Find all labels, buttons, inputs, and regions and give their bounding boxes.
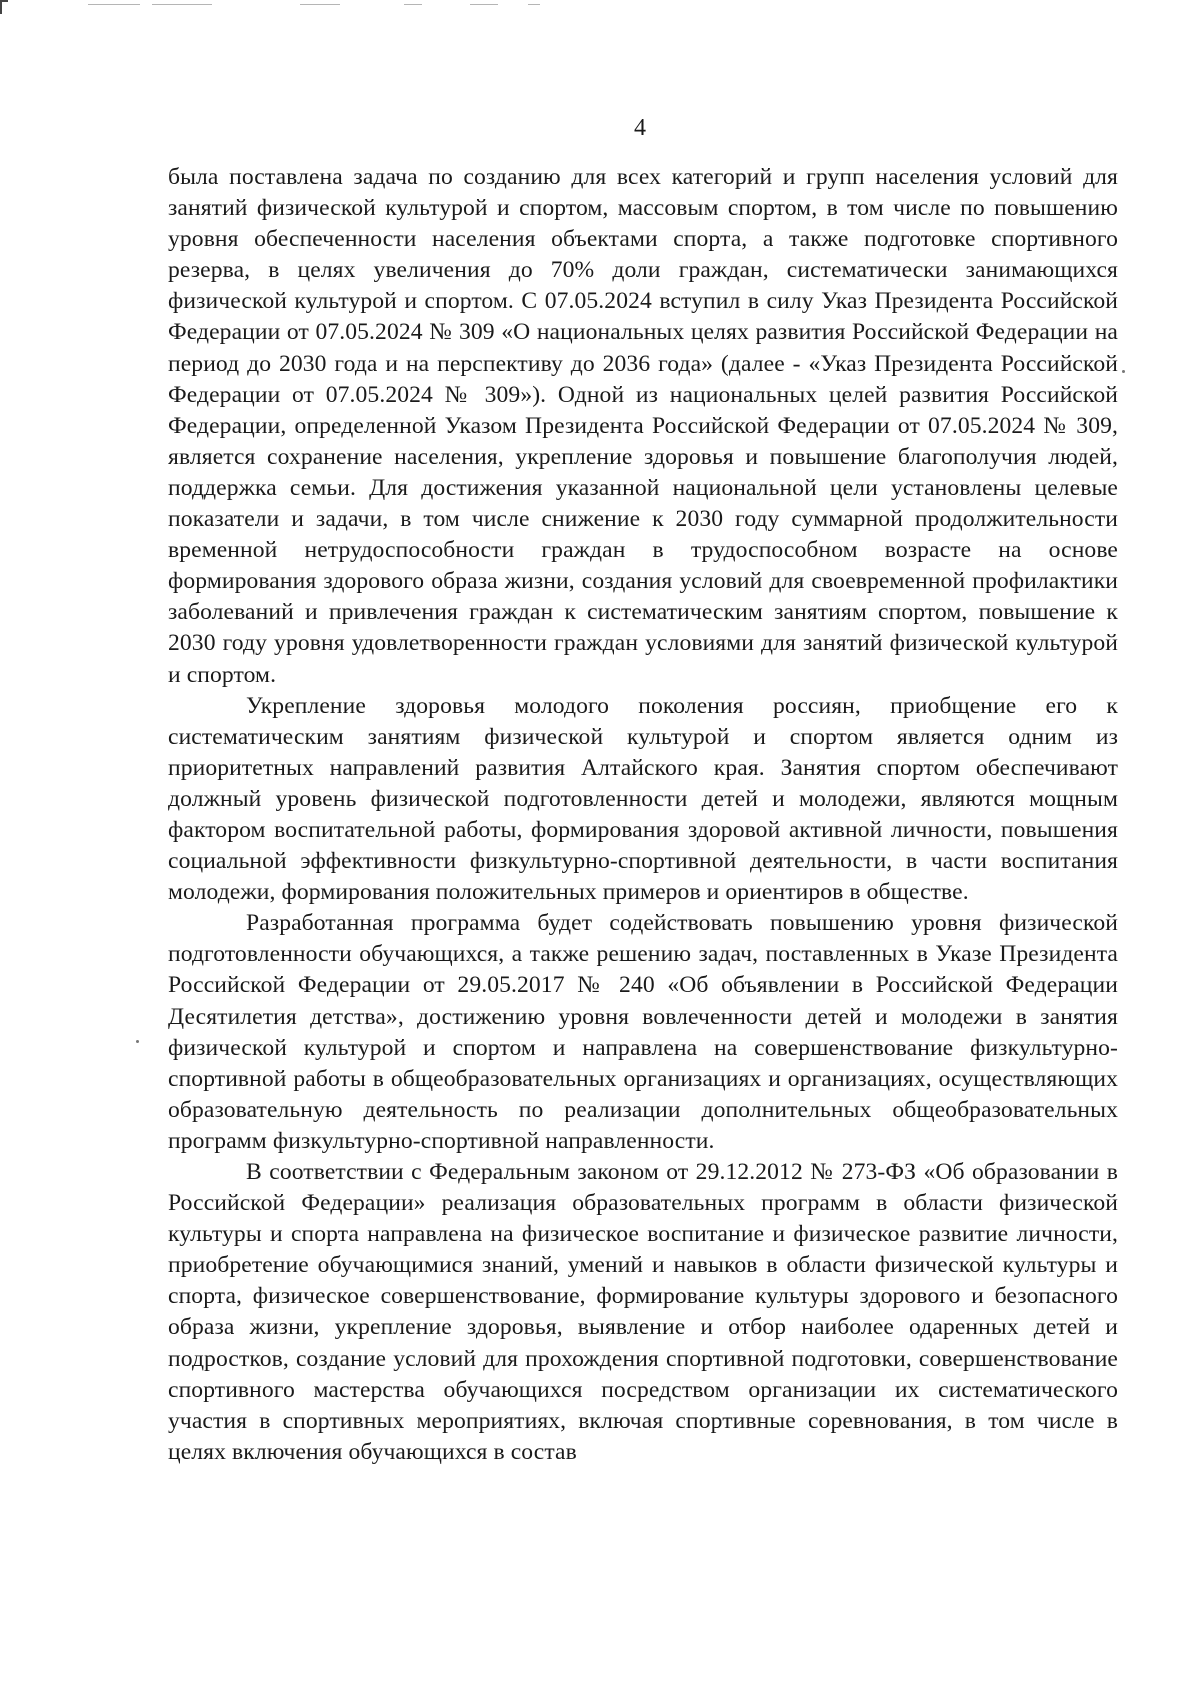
scan-edge-mark — [470, 4, 498, 5]
scan-speck — [136, 1040, 139, 1043]
scan-edge-mark — [152, 4, 212, 5]
paragraph: была поставлена задача по созданию для всех категорий и групп населения условий для занятий физической культурой и спортом, массовым спортом, в том числе по повышению уровня обеспеченности населения объектами спорта, а также подготовке спортивного резерва, в целях увеличения до 70% доли граждан, систематически занимающихся физической культурой и спортом. С 07.05.2024 вступил в силу Указ Президента Российской Федерации от 07.05.2024 № 309 «О национальных целях развития Российской Федерации на период до 2030 года и на перспективу до 2036 года» (далее - «Указ Президента Российской Федерации от 07.05.2024 № 309»). Одной из национальных целей развития Российской Федерации, определенной Указом Президента Российской Федерации от 07.05.2024 № 309, является сохранение населения, укрепление здоровья и повышение благополучия людей, поддержка семьи. Для достижения указанной национальной цели установлены целевые показатели и задачи, в том числе снижение к 2030 году суммарной продолжительности временной нетрудоспособности граждан в трудоспособном возрасте на основе формирования здорового образа жизни, создания условий для своевременной профилактики заболеваний и привлечения граждан к систематическим занятиям спортом, повышение к 2030 году уровня удовлетворенности граждан условиями для занятий физической культурой и спортом. — [168, 164, 1118, 688]
scan-speck — [1122, 370, 1125, 373]
scan-edge-mark — [300, 4, 340, 5]
paragraph: Укрепление здоровья молодого поколения россиян, приобщение его к систематическим занятиям физической культурой и спортом является одним из приоритетных направлений развития Алтайского края. Занятия спортом обеспечивают должный уровень физической подготовленности детей и молодежи, являются мощным фактором воспитательной работы, формирования здоровой активной личности, повышения социальной эффективности физкультурно-спортивной деятельности, в части воспитания молодежи, формирования положительных примеров и ориентиров в обществе. — [168, 692, 1118, 906]
page-number: 4 — [634, 115, 646, 141]
scan-edge-mark — [528, 4, 540, 5]
scan-corner-mark — [0, 0, 8, 14]
paragraph: Разработанная программа будет содействовать повышению уровня физической подготовленности обучающихся, а также решению задач, поставленных в Указе Президента Российской Федерации от 29.05.2017 № 240 «Об объявлении в Российской Федерации Десятилетия детства», достижению уровня вовлеченности детей и молодежи в занятия физической культурой и спортом и направлена на совершенствование физкультурно-спортивной работы в общеобразовательных организациях и организациях, осуществляющих образовательную деятельность по реализации дополнительных общеобразовательных программ физкультурно-спортивной направленности. — [168, 910, 1118, 1154]
scan-edge-mark — [404, 4, 422, 5]
paragraph: В соответствии с Федеральным законом от 29.12.2012 № 273-ФЗ «Об образовании в Российской Федерации» реализация образовательных программ в области физической культуры и спорта направлена на физическое воспитание и физическое развитие личности, приобретение обучающимися знаний, умений и навыков в области физической культуры и спорта, физическое совершенствование, формирование культуры здорового и безопасного образа жизни, укрепление здоровья, выявление и отбор наиболее одаренных детей и подростков, создание условий для прохождения спортивной подготовки, совершенствование спортивного мастерства обучающихся посредством организации их систематического участия в спортивных мероприятиях, включая спортивные соревнования, в том числе в целях включения обучающихся в состав — [168, 1159, 1118, 1465]
document-body — [168, 162, 1118, 1468]
scan-edge-mark — [88, 4, 140, 5]
